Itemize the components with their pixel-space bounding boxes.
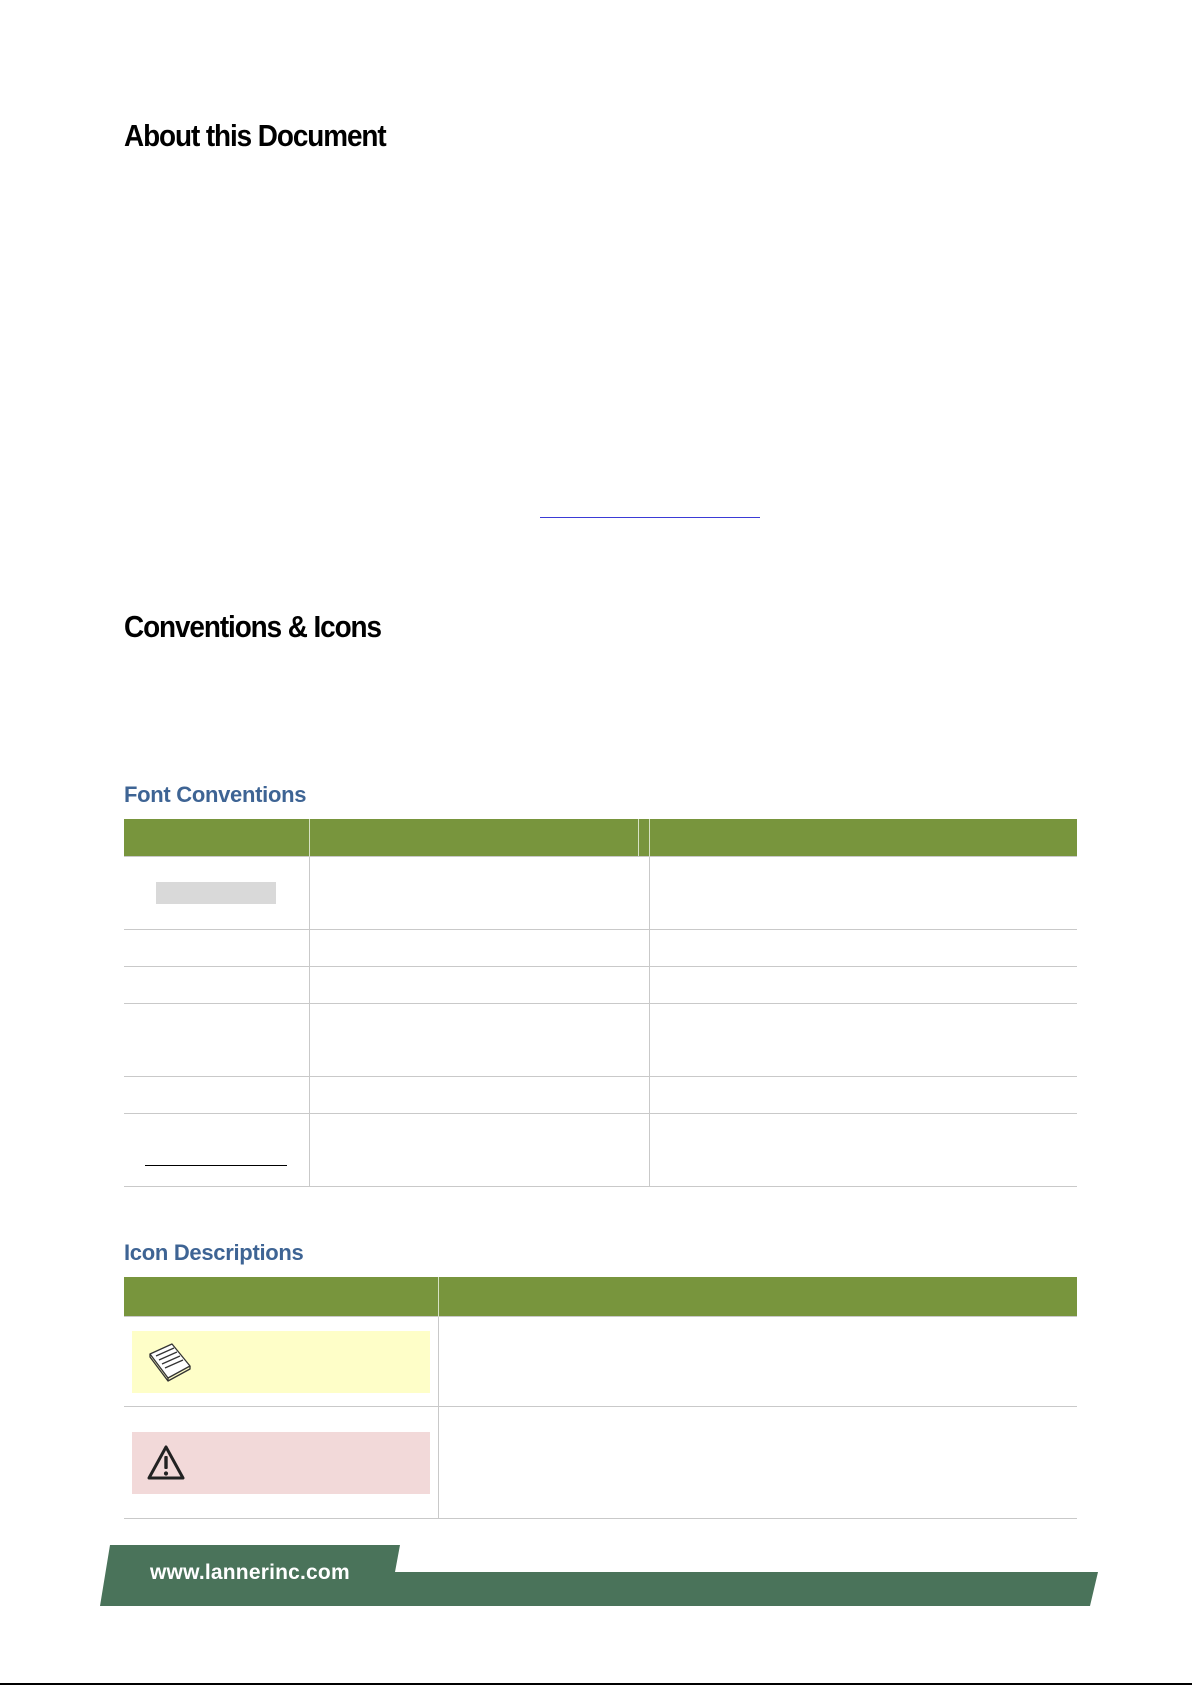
table-cell (649, 967, 1077, 1004)
table-cell (124, 1114, 309, 1187)
table-cell (124, 1407, 438, 1519)
warning-icon (146, 1444, 186, 1482)
table-cell (649, 857, 1077, 930)
table-cell (124, 1077, 309, 1114)
table-cell (649, 930, 1077, 967)
table-row (124, 1114, 1077, 1187)
conventions-icons-title: Conventions & Icons (124, 609, 381, 644)
icon-descriptions-heading: Icon Descriptions (124, 1240, 304, 1265)
table-cell (309, 1004, 649, 1077)
table-row (124, 930, 1077, 967)
table-cell (649, 1004, 1077, 1077)
table-cell (309, 1077, 649, 1114)
table-cell (438, 1407, 1077, 1519)
font-conventions-header-row (124, 819, 1077, 857)
link-sample (145, 1165, 287, 1166)
footer-website-link[interactable]: www.lannerinc.com (150, 1561, 350, 1584)
about-document-title: About this Document (124, 118, 386, 153)
table-cell (309, 930, 649, 967)
table-row (124, 967, 1077, 1004)
table-cell (309, 1114, 649, 1187)
table-row (124, 1407, 1077, 1519)
warning-callout (132, 1432, 430, 1494)
header-cell (309, 819, 649, 857)
header-cell (649, 819, 1077, 857)
document-link[interactable] (540, 517, 760, 518)
table-cell (124, 1317, 438, 1407)
table-cell (309, 967, 649, 1004)
note-callout (132, 1331, 430, 1393)
table-row (124, 1317, 1077, 1407)
table-cell (124, 930, 309, 967)
note-icon (146, 1340, 194, 1384)
table-row (124, 1004, 1077, 1077)
table-cell (124, 857, 309, 930)
table-cell (649, 1114, 1077, 1187)
header-cell (438, 1277, 1077, 1317)
table-row (124, 1077, 1077, 1114)
table-cell (124, 967, 309, 1004)
table-cell (124, 1004, 309, 1077)
table-row (124, 857, 1077, 930)
table-cell (649, 1077, 1077, 1114)
table-cell (309, 857, 649, 930)
icon-descriptions-table (124, 1277, 1077, 1519)
table-cell (438, 1317, 1077, 1407)
icon-descriptions-header-row (124, 1277, 1077, 1317)
header-cell (124, 1277, 438, 1317)
header-cell (124, 819, 309, 857)
font-conventions-heading: Font Conventions (124, 782, 307, 807)
highlight-sample (156, 882, 276, 904)
font-conventions-table (124, 819, 1077, 1187)
